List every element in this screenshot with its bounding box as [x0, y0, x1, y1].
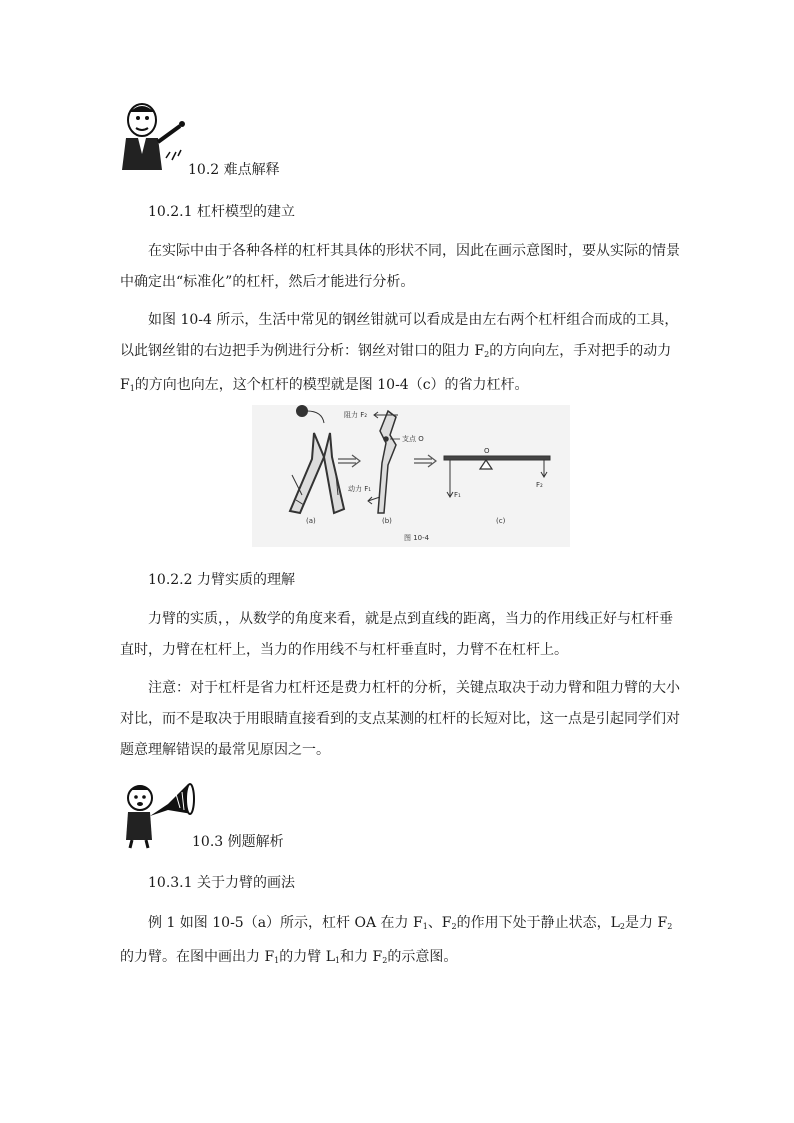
section-heading-10-2: 10.2 难点解释	[188, 162, 280, 178]
o-label: O	[484, 447, 490, 455]
figure-10-4-pliers-lever	[252, 405, 570, 547]
subsection-heading-10-3-1: 10.3.1 关于力臂的画法	[148, 875, 295, 891]
paragraph-text: 力臂的实质，，从数学的角度来看，就是点到直线的距离，当力的作用线正好与杠杆垂直时，力臂在杠杆上，当力的作用线不与杠杆垂直时，力臂不在杠杆上。	[120, 611, 673, 658]
paragraph-text: 注意：对于杠杆是省力杠杆还是费力杠杆的分析，关键点取决于动力臂和阻力臂的大小对比，而不是取决于用眼睛直接看到的支点某测的杠杆的长短对比，这一点是引起同学们对题意理解错误的最常见原因之一。	[120, 680, 680, 758]
single-handle-drawing	[378, 411, 396, 513]
section-heading-10-3: 10.3 例题解析	[192, 834, 284, 850]
effort-label: 动力 F₁	[348, 485, 372, 493]
paragraph-lever-model	[120, 236, 680, 298]
sub-label-c: (c)	[496, 517, 506, 525]
paragraph-note	[120, 673, 680, 766]
sub-label-b: (b)	[382, 517, 392, 525]
figure-caption: 图 10-4	[404, 534, 430, 542]
resistance-label: 阻力 F₂	[344, 411, 368, 419]
sub-label-a: (a)	[306, 517, 316, 525]
cartoon-megaphone-man-icon	[120, 778, 196, 850]
paragraph-pliers-example: 如图 10-4 所示，生活中常见的钢丝钳就可以看成是由左右两个杠杆组合而成的工具，以此钢丝钳的右边把手为例进行分析：钢丝对钳口的阻力 $F_2$的方向向左，手对把手的动力 $F_1$的方向也向左，这个杠杆的模型就是图 10-4（c）的省力杠杆。	[120, 312, 679, 393]
pivot-label: 支点 O	[402, 435, 424, 443]
f2-label: F₂	[536, 481, 543, 489]
cartoon-pointing-man-icon	[118, 98, 190, 176]
f1-label: F₁	[454, 491, 461, 499]
paragraph-lever-arm	[120, 604, 680, 666]
paragraph-example-1: 例 1 如图 10-5（a）所示，杠杆 OA 在力 $F_1$、$F_2$的作用下处于静止状态，$L_2$是力 $F_2$的力臂。在图中画出力 $F_1$的力臂 $L_1$和力 $F_2$的示意图。	[120, 915, 673, 965]
paragraph-text: 在实际中由于各种各样的杠杆其具体的形状不同，因此在画示意图时，要从实际的情景中确定出“标准化”的杠杆，然后才能进行分析。	[120, 243, 680, 290]
subsection-heading-10-2-1: 10.2.1 杠杆模型的建立	[148, 204, 295, 220]
pliers-drawing	[290, 406, 344, 513]
subsection-heading-10-2-2: 10.2.2 力臂实质的理解	[148, 572, 295, 588]
